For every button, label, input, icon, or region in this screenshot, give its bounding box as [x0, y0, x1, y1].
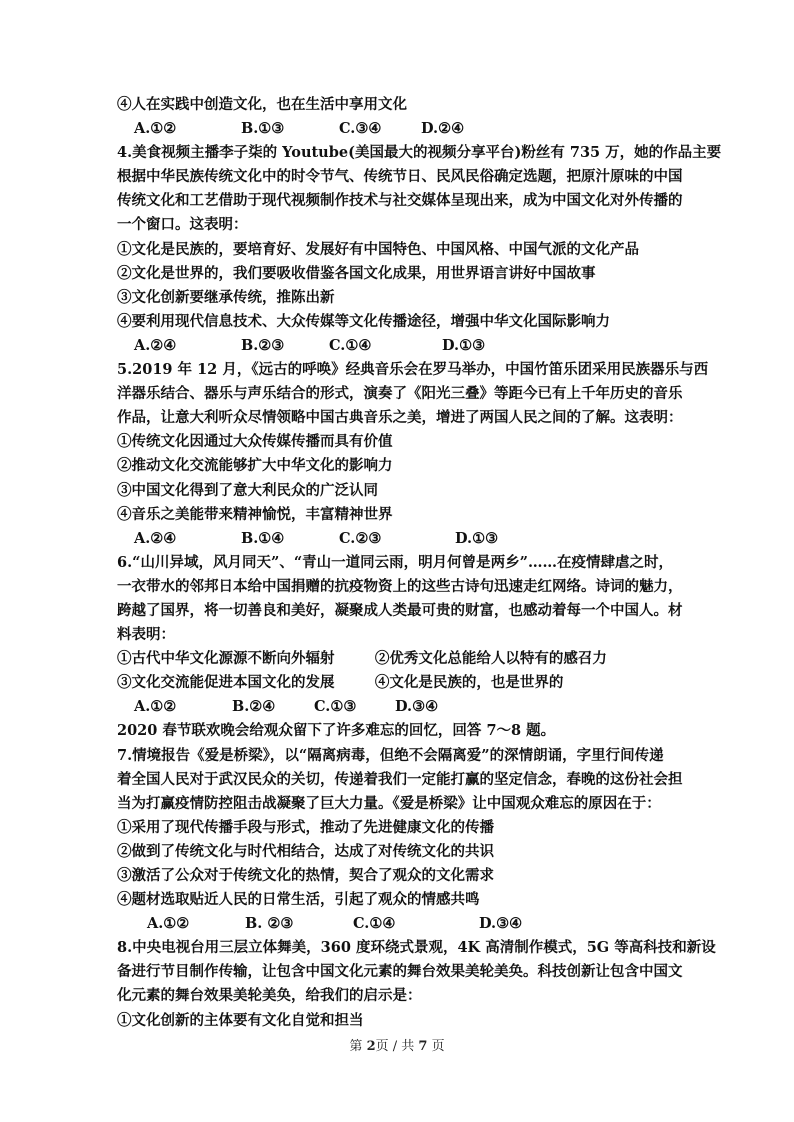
answer-options [117, 117, 677, 141]
question-5-line: 作品，让意大利听众尽情领略中国古典音乐之美，增进了两国人民之间的了解。这表明： [117, 409, 683, 427]
section-intro: 2020 春节联欢晚会给观众留下了许多难忘的回忆，回答 7～8 题。 [117, 722, 556, 740]
statement-line: ③文化创新要继承传统，推陈出新 [117, 288, 335, 306]
question-8-line: 化元素的舞台效果美轮美奂，给我们的启示是： [117, 987, 422, 1005]
footer-prefix: 第 [349, 1039, 367, 1054]
statement-line: ③中国文化得到了意大利民众的广泛认同 [117, 481, 378, 499]
statement-line: ③文化交流能促进本国文化的发展 ④文化是民族的，也是世界的 [117, 674, 564, 692]
option-b: B.①④ [241, 529, 285, 547]
option-c: C.③④ [339, 120, 382, 138]
statement-line: ②文化是世界的，我们要吸收借鉴各国文化成果，用世界语言讲好中国故事 [117, 264, 596, 282]
question-7-line: 7.情境报告《爱是桥梁》，以“隔离病毒，但绝不会隔离爱”的深情朗诵，字里行间传递 [117, 746, 664, 764]
statement-line: ①采用了现代传播手段与形式，推动了先进健康文化的传播 [117, 818, 494, 836]
answer-options [117, 527, 677, 551]
statement-line: ①文化创新的主体要有文化自觉和担当 [117, 1011, 364, 1029]
question-8-line: 备进行节目制作传输，让包含中国文化元素的舞台效果美轮美奂。科技创新让包含中国文 [117, 963, 683, 981]
option-b: B.②③ [241, 336, 285, 354]
footer-suffix: 页 [427, 1039, 445, 1054]
statement-line: ①传统文化因通过大众传媒传播而具有价值 [117, 433, 393, 451]
total-page-count: 7 [418, 1039, 428, 1054]
question-4-line: 4.美食视频主播李子柒的 Youtube(美国最大的视频分享平台)粉丝有 735 万，她的作品主要 [117, 144, 722, 162]
question-6-line: 一衣带水的邻邦日本给中国捐赠的抗疫物资上的这些古诗句迅速走红网络。诗词的魅力， [117, 577, 683, 595]
question-6-line: 跨越了国界，将一切善良和美好，凝聚成人类最可贵的财富，也感动着每一个中国人。材 [117, 601, 683, 619]
option-a: A.①② [147, 915, 190, 933]
option-a: A.①② [134, 120, 177, 138]
statement-line: ④音乐之美能带来精神愉悦，丰富精神世界 [117, 505, 393, 523]
option-d: D.③④ [479, 915, 523, 933]
statement-line: ①文化是民族的，要培育好、发展好有中国特色、中国风格、中国气派的文化产品 [117, 240, 639, 258]
option-c: C.①③ [314, 698, 357, 716]
option-d: D.①③ [442, 336, 486, 354]
statement-line: ④题材选取贴近人民的日常生活，引起了观众的情感共鸣 [117, 891, 480, 909]
option-a: A.②④ [134, 336, 177, 354]
statement-line: ③激活了公众对于传统文化的热情，契合了观众的文化需求 [117, 867, 494, 884]
option-b: B. ②③ [245, 915, 294, 933]
question-6-line: 料表明： [117, 626, 175, 644]
statement-line: ④人在实践中创造文化，也在生活中享用文化 [117, 96, 407, 113]
question-4-line: 一个窗口。这表明： [117, 216, 248, 234]
question-4-line: 根据中华民族传统文化中的时令节气、传统节日、民风民俗确定选题，把原汁原味的中国 [117, 168, 683, 186]
question-5-line: 洋器乐结合、器乐与声乐结合的形式，演奏了《阳光三叠》等距今已有上千年历史的音乐 [117, 385, 683, 403]
question-5-line: 5.2019 年 12 月，《远古的呼唤》经典音乐会在罗马举办，中国竹笛乐团采用民族器乐与西 [117, 361, 709, 379]
statement-line: ②做到了传统文化与时代相结合，达成了对传统文化的共识 [117, 842, 494, 860]
option-c: C.②③ [339, 529, 382, 547]
option-c: C.①④ [353, 915, 396, 933]
option-a: A.①② [134, 698, 177, 716]
question-8-line: 8.中央电视台用三层立体舞美，360 度环绕式景观，4K 高清制作模式，5G 等高科技和新设 [117, 939, 716, 957]
option-b: B.①③ [241, 120, 285, 138]
statement-line: ④要利用现代信息技术、大众传媒等文化传播途径，增强中华文化国际影响力 [117, 312, 610, 330]
option-c: C.①④ [329, 336, 372, 354]
statement-line: ①古代中华文化源源不断向外辐射 ②优秀文化总能给人以特有的感召力 [117, 650, 607, 668]
question-7-line: 当为打赢疫情防控阻击战凝聚了巨大力量。《爱是桥梁》让中国观众难忘的原因在于： [117, 794, 661, 812]
question-7-line: 着全国人民对于武汉民众的关切，传递着我们一定能打赢的坚定信念，春晚的这份社会担 [117, 770, 683, 788]
statement-line: ②推动文化交流能够扩大中华文化的影响力 [117, 457, 393, 475]
current-page-number: 2 [366, 1039, 376, 1054]
answer-options [117, 695, 677, 719]
answer-options [117, 912, 677, 936]
question-4-line: 传统文化和工艺借助于现代视频制作技术与社交媒体呈现出来，成为中国文化对外传播的 [117, 192, 683, 210]
option-b: B.②④ [232, 698, 276, 716]
option-d: D.②④ [421, 120, 465, 138]
page-footer [0, 1035, 794, 1054]
question-6-line: 6.“山川异域，风月同天”、“青山一道同云雨，明月何曾是两乡”……在疫情肆虐之时， [117, 553, 673, 571]
option-d: D.③④ [395, 698, 439, 716]
answer-options [117, 334, 677, 358]
option-d: D.①③ [455, 529, 499, 547]
option-a: A.②④ [134, 529, 177, 547]
question-content [117, 93, 722, 1033]
footer-mid: 页 / 共 [375, 1039, 419, 1054]
